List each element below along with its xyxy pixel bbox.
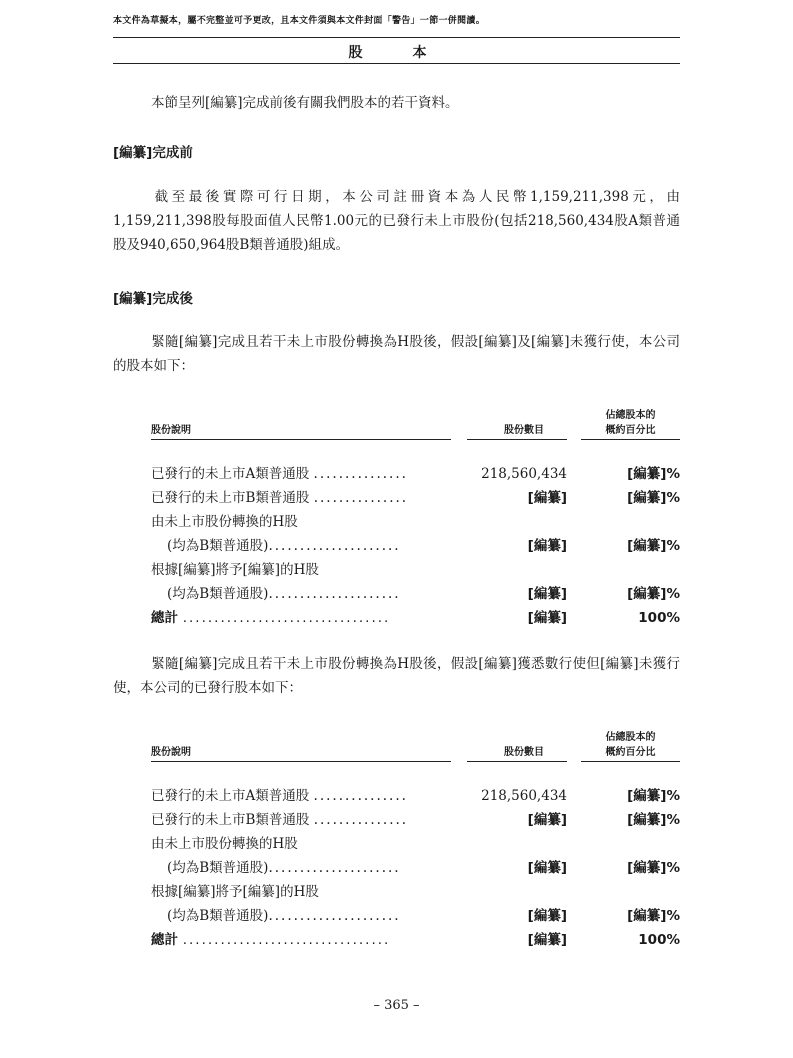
table-header: [151, 722, 680, 762]
row-description: (均為B類普通股).....................: [167, 586, 401, 602]
table-row-total: [151, 606, 680, 630]
row-count: 218,560,434: [481, 466, 567, 482]
row-count: [編纂]: [527, 490, 567, 506]
share-capital-table-1: [151, 400, 680, 630]
row-percentage: [編纂]%: [627, 490, 680, 506]
row-count: [編纂]: [527, 908, 567, 924]
row-percentage: 100%: [638, 610, 680, 626]
paragraph-before: 截至最後實際可行日期，本公司註冊資本為人民幣1,159,211,398元，由1,159,211,398股每股面值人民幣1.00元的已發行未上市股份(包括218,560,434股A類普通股及940,650,964股B類普通股)組成。: [113, 189, 680, 253]
table-row: [151, 856, 680, 880]
table-row: [151, 510, 680, 534]
row-description: 已發行的未上市A類普通股 ...............: [151, 788, 408, 804]
row-description: 已發行的未上市B類普通股 ...............: [151, 490, 409, 506]
draft-disclaimer: 本文件為草擬本，屬不完整並可予更改，且本文件須與本文件封面「警告」一節一併閱讀。: [113, 16, 486, 26]
table-row: [151, 880, 680, 904]
header-rule-bottom: [113, 63, 680, 64]
row-description: 總計 .................................: [151, 610, 391, 626]
row-count: [編纂]: [527, 610, 567, 626]
table-row: [151, 904, 680, 928]
share-capital-table-2: [151, 722, 680, 952]
heading-before: [編纂]完成前: [113, 145, 193, 161]
row-percentage: [編纂]%: [627, 538, 680, 554]
header-share-count: 股份數目: [504, 747, 544, 758]
page-title: 股 本: [348, 45, 445, 61]
row-count: [編纂]: [527, 586, 567, 602]
table-row: [151, 808, 680, 832]
row-count: [編纂]: [527, 812, 567, 828]
header-rule-top: [113, 37, 680, 38]
row-count: [編纂]: [527, 932, 567, 948]
row-description: 由未上市股份轉換的H股: [151, 836, 298, 852]
row-percentage: 100%: [638, 932, 680, 948]
intro-paragraph: 本節呈列[編纂]完成前後有關我們股本的若干資料。: [151, 95, 459, 111]
table-row: [151, 582, 680, 606]
table-row: [151, 558, 680, 582]
header-description: 股份說明: [151, 425, 191, 436]
row-percentage: [編纂]%: [627, 908, 680, 924]
paragraph-after-2: 緊隨[編纂]完成且若干未上市股份轉換為H股後，假設[編纂]獲悉數行使但[編纂]未獲行使，本公司的已發行股本如下：: [113, 656, 680, 696]
row-percentage: [編纂]%: [627, 788, 680, 804]
row-description: (均為B類普通股).....................: [167, 860, 401, 876]
row-description: 已發行的未上市A類普通股 ...............: [151, 466, 408, 482]
page-number: – 365 –: [373, 998, 420, 1013]
header-percentage: 佔總股本的 概約百分比: [605, 410, 656, 436]
heading-after: [編纂]完成後: [113, 291, 193, 307]
table-row-total: [151, 928, 680, 952]
row-count: [編纂]: [527, 538, 567, 554]
row-description: 根據[編纂]將予[編纂]的H股: [151, 562, 319, 578]
table-row: [151, 462, 680, 486]
row-description: 已發行的未上市B類普通股 ...............: [151, 812, 409, 828]
row-percentage: [編纂]%: [627, 586, 680, 602]
row-count: [編纂]: [527, 860, 567, 876]
table-row: [151, 486, 680, 510]
row-description: 根據[編纂]將予[編纂]的H股: [151, 884, 319, 900]
row-percentage: [編纂]%: [627, 860, 680, 876]
table-row: [151, 534, 680, 558]
row-percentage: [編纂]%: [627, 466, 680, 482]
row-description: 總計 .................................: [151, 932, 391, 948]
table-row: [151, 832, 680, 856]
row-count: 218,560,434: [481, 788, 567, 804]
row-description: (均為B類普通股).....................: [167, 538, 401, 554]
header-percentage: 佔總股本的 概約百分比: [605, 732, 656, 758]
row-percentage: [編纂]%: [627, 812, 680, 828]
header-description: 股份說明: [151, 747, 191, 758]
row-description: 由未上市股份轉換的H股: [151, 514, 298, 530]
table-row: [151, 784, 680, 808]
table-header: [151, 400, 680, 440]
paragraph-after-1: 緊隨[編纂]完成且若干未上市股份轉換為H股後，假設[編纂]及[編纂]未獲行使，本公司的股本如下：: [113, 334, 680, 374]
header-share-count: 股份數目: [504, 425, 544, 436]
row-description: (均為B類普通股).....................: [167, 908, 401, 924]
